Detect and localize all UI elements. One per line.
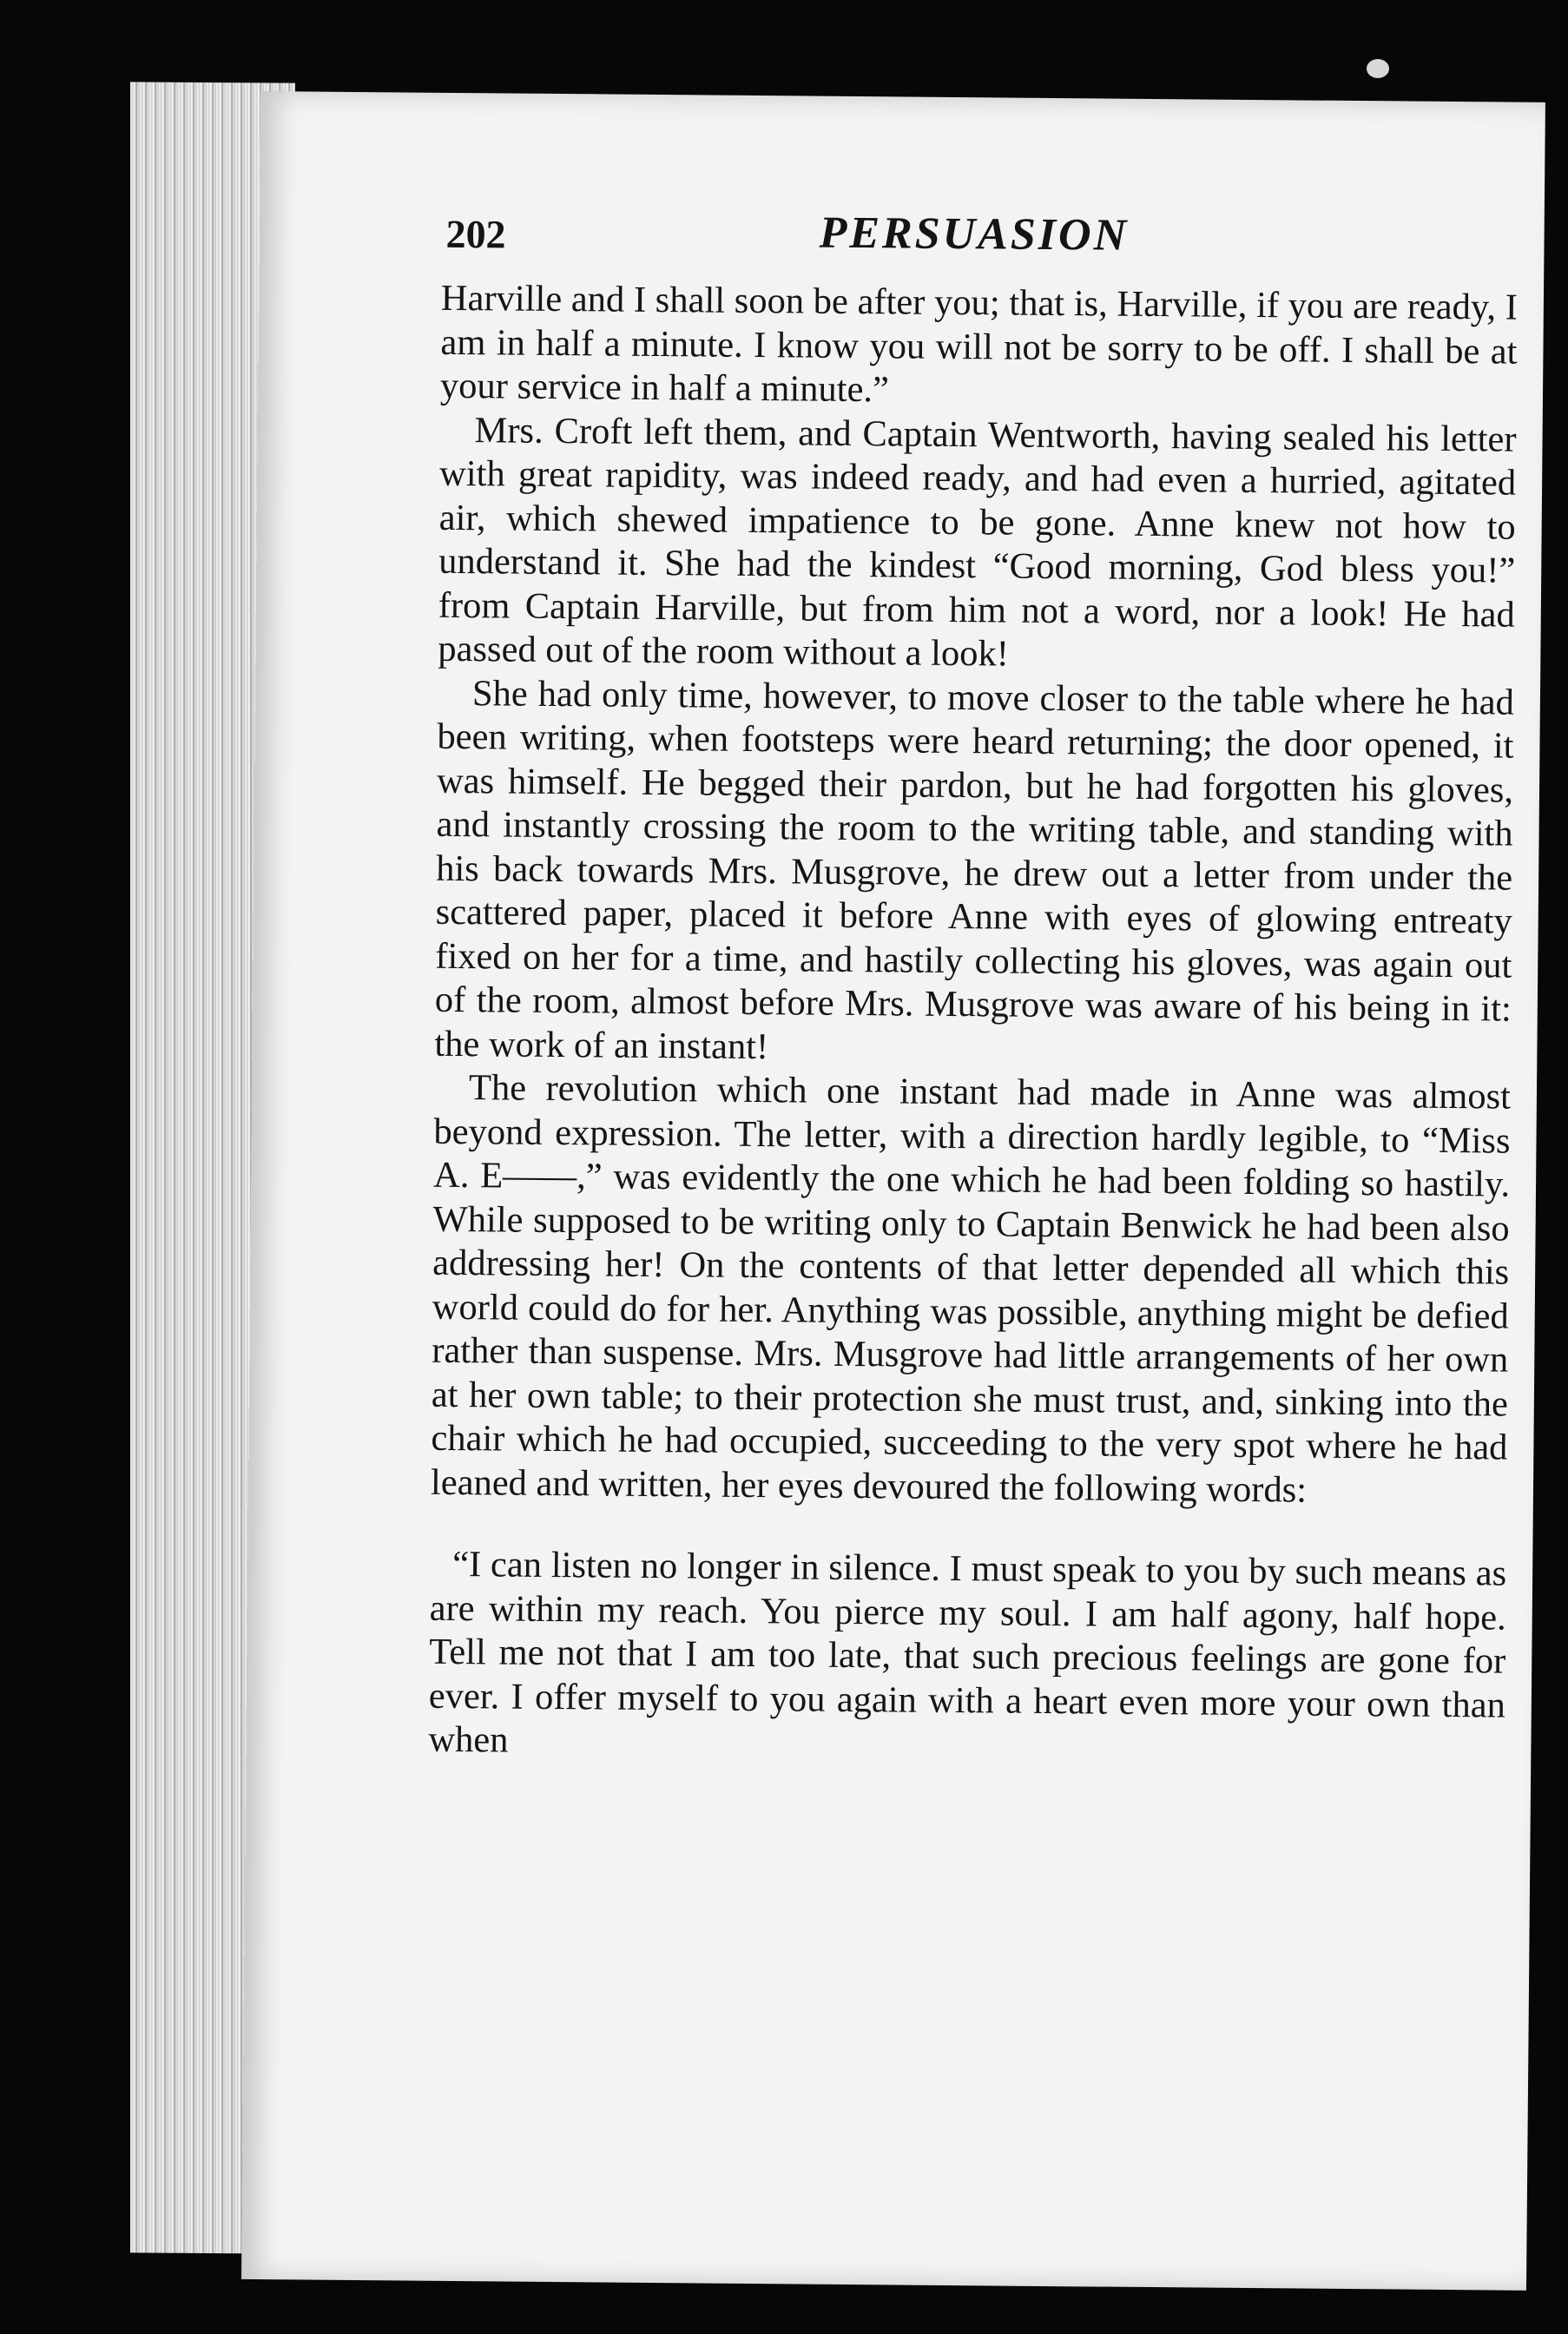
book-page [241,91,1545,2291]
body-text [428,277,1518,1771]
letter-paragraph: “I can listen no longer in silence. I must speak to you by such means as are within my reach. You pierce my soul. I am half agony, half hope. Tell me not that I am too late, that such precious feelings are gone for ever. I offer myself to you again with a heart even more your own than when [428,1543,1507,1761]
running-head: PERSUASION [819,208,1130,260]
paragraph-4: The revolution which one instant had made in Anne was almost beyond expression. The letter, with a direction hardly legible, to “Miss A. E——,” was evidently the one which he had been folding so hastily. While supposed to be writing only to Captain Benwick he had been also addressing her! On the contents of that letter depended all which this world could do for her. Anything was possible, anything might be defied rather than suspense. Mrs. Musgrove had little arrangements of her own at her own table; to their protection she must trust, and, sinking into the chair which he had occupied, succeeding to the very spot where he had leaned and written, her eyes devoured the following words: [430,1067,1512,1511]
page-header [445,204,1514,283]
paragraph-2: Mrs. Croft left them, and Captain Wentworth, having sealed his letter with great rapidity, was indeed ready, and had even a hurried, agitated air, which shewed impatience to be gone. Anne knew not how to understand it. She had the kindest “Good morning, God bless you!” from Captain Harville, but from him not a word, nor a look! He had passed out of the room without a look! [438,409,1517,675]
scan-speck [1367,59,1389,78]
paragraph-3: She had only time, however, to move closer to the table where he had been writing, when footsteps were heard returning; the door opened, it was himself. He begged their pardon, but he had forgotten his gloves, and instantly crossing the room to the writing table, and standing with his back towards Mrs. Musgrove, he drew out a letter from under the scattered paper, placed it before Anne with eyes of glowing entreaty fixed on her for a time, and hastily collecting his gloves, was again out of the room, almost before Mrs. Musgrove was aware of his being in it: the work of an instant! [434,672,1515,1067]
paragraph-1: Harville and I shall soon be after you; that is, Harville, if you are ready, I am in half a minute. I know you will not be sorry to be off. I shall be at your service in half a minute.” [439,277,1519,411]
page-number: 202 [445,211,506,257]
